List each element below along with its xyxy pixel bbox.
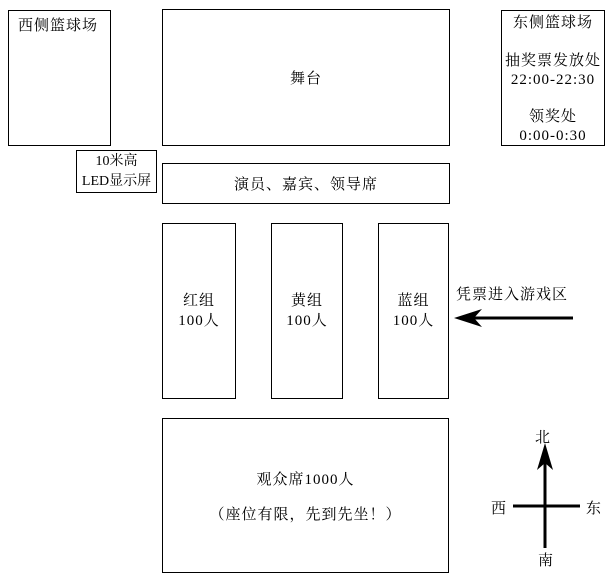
compass-south-label: 南: [538, 553, 554, 569]
prize-claim-label: 领奖处: [528, 109, 577, 125]
audience-capacity: 观众席1000人: [256, 471, 355, 488]
compass-north-label: 北: [535, 430, 551, 446]
red-group-name: 红组: [182, 293, 215, 309]
yellow-group-capacity: 100人: [286, 313, 328, 329]
blue-group-capacity: 100人: [392, 313, 435, 329]
stage-box: [162, 9, 450, 146]
east-court-title: 东侧篮球场: [512, 15, 593, 31]
led-screen-label: LED显示屏: [81, 173, 152, 189]
west-court-label: 西侧篮球场: [18, 18, 99, 34]
compass-north-arrow-icon: [505, 438, 590, 553]
blue-group-name: 蓝组: [397, 293, 430, 309]
vip-seating-box: [162, 163, 450, 204]
game-entry-label: 凭票进入游戏区: [456, 287, 569, 303]
vip-seating-label: 演员、嘉宾、领导席: [233, 177, 378, 193]
led-screen-height: 10米高: [95, 153, 138, 169]
audience-seating-box: [162, 418, 449, 573]
red-group-capacity: 100人: [178, 313, 220, 329]
east-basketball-court-box: [501, 10, 605, 146]
red-group-box: [162, 223, 236, 399]
stage-label: 舞台: [289, 71, 322, 87]
arrow-left-icon: [452, 306, 577, 330]
led-screen-box: [76, 150, 157, 193]
lottery-ticket-label: 抽奖票发放处: [504, 53, 601, 69]
yellow-group-name: 黄组: [290, 293, 323, 309]
lottery-ticket-time: 22:00-22:30: [510, 72, 596, 88]
blue-group-box: [378, 223, 449, 399]
prize-claim-time: 0:00-0:30: [519, 128, 587, 144]
west-basketball-court-box: [8, 10, 111, 146]
compass-west-label: 西: [491, 501, 507, 517]
compass-east-label: 东: [586, 501, 602, 517]
audience-note: （座位有限，先到先坐！）: [209, 506, 402, 523]
yellow-group-box: [271, 223, 343, 399]
